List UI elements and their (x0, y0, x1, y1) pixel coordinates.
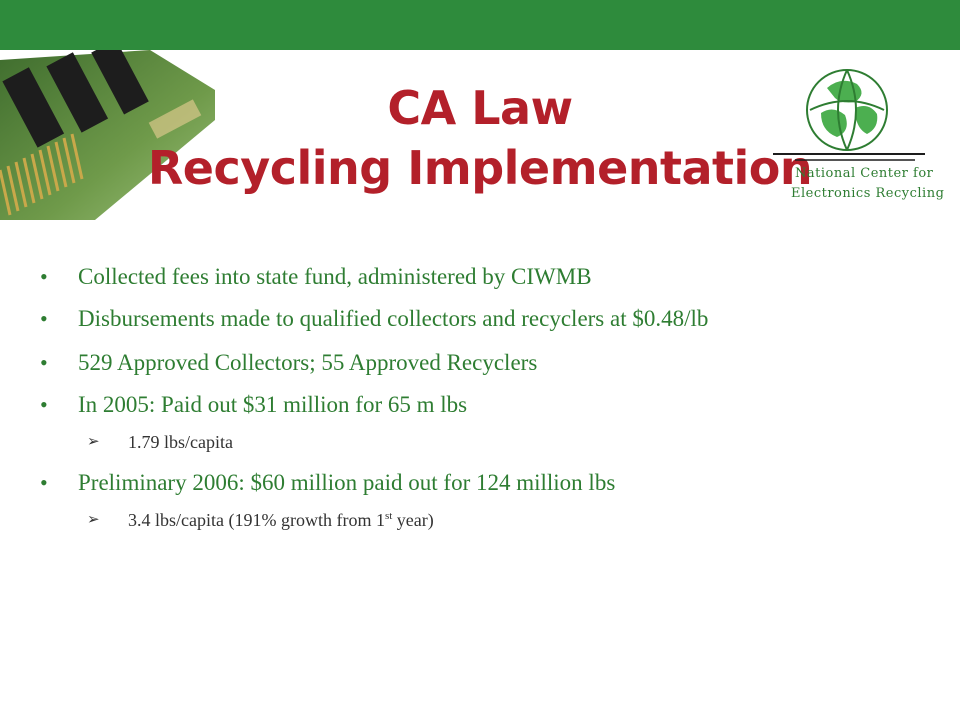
bullet-text: Disbursements made to qualified collectors and recyclers at $0.48/lb (78, 306, 709, 331)
sub-bullet-item (40, 430, 920, 454)
sub-bullet-text-end: year) (392, 510, 434, 530)
bullet-item (40, 348, 920, 378)
sub-bullet-item (40, 508, 920, 532)
logo-name-line2: Electronics Recycling (791, 186, 945, 201)
bullet-text: Preliminary 2006: $60 million paid out for 124 million lbs (78, 470, 616, 495)
bullet-item (40, 390, 920, 420)
logo-name-line1: National Center for (795, 166, 934, 181)
bullet-text: In 2005: Paid out $31 million for 65 m lbs (78, 392, 468, 417)
title-line-1: CA Law (387, 81, 573, 135)
bullet-dot: • (40, 306, 48, 331)
bullet-dot: • (40, 470, 48, 495)
bullet-dot: • (40, 264, 48, 289)
sub-bullet-text-start: 3.4 lbs/capita (191% growth from 1 (128, 510, 385, 530)
bullet-item (40, 262, 920, 292)
arrow-bullet-icon: ➢ (87, 434, 100, 450)
top-accent-bar (0, 0, 960, 50)
arrow-bullet-icon: ➢ (87, 512, 100, 528)
bullet-dot: • (40, 392, 48, 417)
bullet-item (40, 468, 920, 498)
bullet-item (40, 304, 920, 334)
ordinal-superscript: st (384, 510, 393, 522)
bullet-text: Collected fees into state fund, administered by CIWMB (78, 264, 592, 289)
bullet-list (40, 262, 920, 532)
bullet-text: 529 Approved Collectors; 55 Approved Recyclers (78, 350, 538, 375)
title-line-2: Recycling Implementation (147, 141, 813, 195)
sub-bullet-text: 1.79 lbs/capita (128, 432, 233, 452)
bullet-dot: • (40, 350, 48, 375)
ncer-logo (765, 58, 950, 213)
